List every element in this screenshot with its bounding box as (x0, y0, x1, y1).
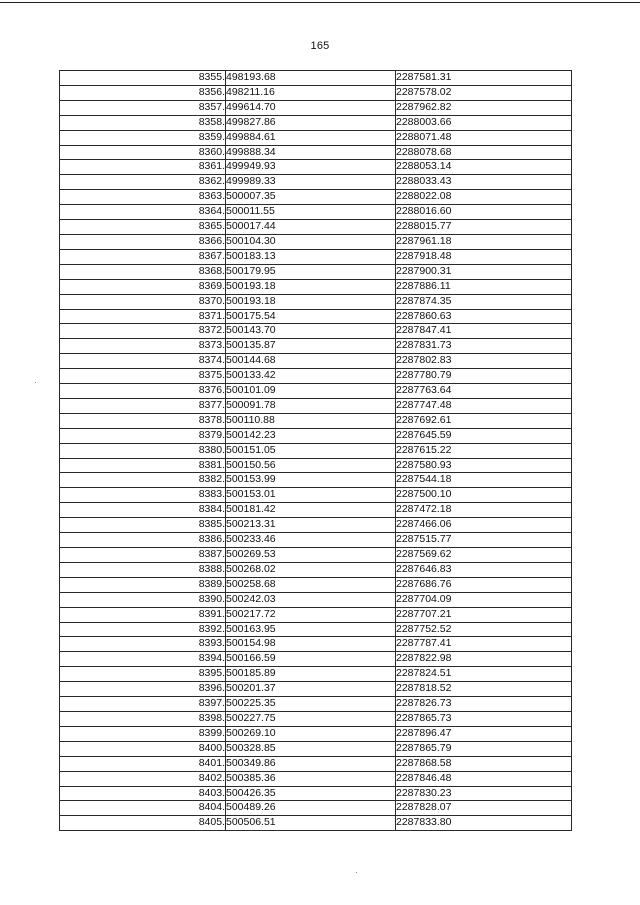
table-cell-y: 2287645.59 (396, 428, 572, 443)
table-cell-x: 499888.34 (226, 145, 396, 160)
table-cell-x: 500227.75 (226, 711, 396, 726)
table-cell-y: 2287686.76 (396, 577, 572, 592)
table-cell-point-number: 8378. (60, 413, 226, 428)
scan-speck (356, 872, 357, 873)
table-cell-x: 499989.33 (226, 175, 396, 190)
table-cell-x: 500213.31 (226, 518, 396, 533)
table-cell-y: 2288053.14 (396, 160, 572, 175)
table-cell-point-number: 8379. (60, 428, 226, 443)
table-cell-x: 498211.16 (226, 85, 396, 100)
top-border-line (0, 2, 640, 3)
scan-speck (35, 382, 36, 383)
table-cell-y: 2287578.02 (396, 85, 572, 100)
table-cell-point-number: 8402. (60, 771, 226, 786)
table-cell-point-number: 8403. (60, 786, 226, 801)
table-cell-x: 500151.05 (226, 443, 396, 458)
table-cell-x: 499614.70 (226, 100, 396, 115)
table-row (60, 205, 572, 220)
table-cell-x: 500349.86 (226, 756, 396, 771)
table-cell-y: 2287466.06 (396, 518, 572, 533)
table-cell-y: 2287865.73 (396, 711, 572, 726)
table-cell-y: 2287646.83 (396, 562, 572, 577)
table-row (60, 682, 572, 697)
table-row (60, 428, 572, 443)
table-cell-x: 500175.54 (226, 309, 396, 324)
table-cell-x: 500007.35 (226, 190, 396, 205)
table-cell-x: 500142.23 (226, 428, 396, 443)
table-cell-x: 500233.46 (226, 533, 396, 548)
table-cell-point-number: 8376. (60, 384, 226, 399)
table-cell-x: 500150.56 (226, 458, 396, 473)
table-cell-y: 2287900.31 (396, 264, 572, 279)
table-row (60, 175, 572, 190)
table-cell-x: 500181.42 (226, 503, 396, 518)
table-row (60, 130, 572, 145)
table-cell-y: 2287822.98 (396, 652, 572, 667)
table-cell-y: 2287868.58 (396, 756, 572, 771)
table-cell-x: 500385.36 (226, 771, 396, 786)
table-row (60, 637, 572, 652)
table-cell-y: 2288015.77 (396, 220, 572, 235)
table-row (60, 294, 572, 309)
table-cell-x: 500269.53 (226, 548, 396, 563)
table-row (60, 577, 572, 592)
table-cell-x: 500183.13 (226, 249, 396, 264)
table-cell-x: 500193.18 (226, 279, 396, 294)
table-cell-y: 2287707.21 (396, 607, 572, 622)
table-cell-point-number: 8400. (60, 741, 226, 756)
table-cell-point-number: 8355. (60, 71, 226, 86)
table-cell-point-number: 8384. (60, 503, 226, 518)
table-row (60, 622, 572, 637)
coordinates-table (59, 70, 572, 831)
table-cell-y: 2287581.31 (396, 71, 572, 86)
table-cell-point-number: 8366. (60, 234, 226, 249)
coordinates-table-body (60, 71, 572, 831)
table-cell-point-number: 8358. (60, 115, 226, 130)
table-cell-y: 2287865.79 (396, 741, 572, 756)
table-row (60, 756, 572, 771)
table-cell-point-number: 8377. (60, 398, 226, 413)
table-cell-point-number: 8388. (60, 562, 226, 577)
table-cell-point-number: 8401. (60, 756, 226, 771)
table-cell-x: 500011.55 (226, 205, 396, 220)
table-cell-y: 2288016.60 (396, 205, 572, 220)
table-cell-x: 500258.68 (226, 577, 396, 592)
table-row (60, 726, 572, 741)
table-cell-x: 500201.37 (226, 682, 396, 697)
table-cell-point-number: 8399. (60, 726, 226, 741)
table-cell-x: 500185.89 (226, 667, 396, 682)
table-cell-x: 500166.59 (226, 652, 396, 667)
table-row (60, 548, 572, 563)
page-number: 165 (310, 40, 330, 52)
table-cell-x: 500163.95 (226, 622, 396, 637)
table-cell-point-number: 8359. (60, 130, 226, 145)
table-cell-point-number: 8356. (60, 85, 226, 100)
table-cell-y: 2287580.93 (396, 458, 572, 473)
table-cell-x: 500135.87 (226, 339, 396, 354)
table-cell-y: 2288022.08 (396, 190, 572, 205)
table-cell-point-number: 8361. (60, 160, 226, 175)
table-cell-x: 499884.61 (226, 130, 396, 145)
table-cell-point-number: 8372. (60, 324, 226, 339)
table-row (60, 71, 572, 86)
table-cell-y: 2287780.79 (396, 369, 572, 384)
table-cell-point-number: 8393. (60, 637, 226, 652)
table-row (60, 711, 572, 726)
table-cell-y: 2287787.41 (396, 637, 572, 652)
table-cell-point-number: 8369. (60, 279, 226, 294)
table-cell-x: 500242.03 (226, 592, 396, 607)
table-cell-point-number: 8392. (60, 622, 226, 637)
table-row (60, 100, 572, 115)
table-row (60, 562, 572, 577)
table-cell-point-number: 8365. (60, 220, 226, 235)
table-cell-point-number: 8404. (60, 801, 226, 816)
table-row (60, 190, 572, 205)
table-cell-point-number: 8360. (60, 145, 226, 160)
table-row (60, 592, 572, 607)
table-row (60, 488, 572, 503)
table-cell-y: 2287961.18 (396, 234, 572, 249)
table-row (60, 443, 572, 458)
table-row (60, 458, 572, 473)
table-row (60, 786, 572, 801)
table-row (60, 249, 572, 264)
table-cell-y: 2287860.63 (396, 309, 572, 324)
table-cell-y: 2287692.61 (396, 413, 572, 428)
table-cell-x: 499949.93 (226, 160, 396, 175)
table-cell-y: 2287824.51 (396, 667, 572, 682)
table-row (60, 607, 572, 622)
table-cell-y: 2287704.09 (396, 592, 572, 607)
table-cell-point-number: 8383. (60, 488, 226, 503)
table-row (60, 324, 572, 339)
table-cell-x: 500217.72 (226, 607, 396, 622)
table-cell-y: 2287500.10 (396, 488, 572, 503)
table-cell-y: 2287830.23 (396, 786, 572, 801)
table-cell-x: 500153.01 (226, 488, 396, 503)
table-cell-x: 500489.26 (226, 801, 396, 816)
table-cell-y: 2288003.66 (396, 115, 572, 130)
table-cell-point-number: 8391. (60, 607, 226, 622)
table-cell-x: 500328.85 (226, 741, 396, 756)
table-cell-x: 500154.98 (226, 637, 396, 652)
table-cell-y: 2287831.73 (396, 339, 572, 354)
table-cell-y: 2287802.83 (396, 354, 572, 369)
table-cell-point-number: 8394. (60, 652, 226, 667)
table-cell-point-number: 8367. (60, 249, 226, 264)
table-cell-point-number: 8370. (60, 294, 226, 309)
table-cell-y: 2288071.48 (396, 130, 572, 145)
table-row (60, 234, 572, 249)
table-cell-x: 500225.35 (226, 697, 396, 712)
table-cell-y: 2287818.52 (396, 682, 572, 697)
table-cell-point-number: 8368. (60, 264, 226, 279)
table-cell-y: 2287886.11 (396, 279, 572, 294)
table-cell-y: 2287962.82 (396, 100, 572, 115)
table-row (60, 816, 572, 831)
table-cell-point-number: 8373. (60, 339, 226, 354)
table-cell-point-number: 8386. (60, 533, 226, 548)
table-row (60, 652, 572, 667)
table-row (60, 413, 572, 428)
table-cell-y: 2287747.48 (396, 398, 572, 413)
table-cell-point-number: 8371. (60, 309, 226, 324)
table-cell-y: 2287515.77 (396, 533, 572, 548)
table-cell-x: 500506.51 (226, 816, 396, 831)
table-cell-y: 2287826.73 (396, 697, 572, 712)
table-row (60, 741, 572, 756)
table-row (60, 518, 572, 533)
table-cell-x: 500143.70 (226, 324, 396, 339)
table-cell-point-number: 8357. (60, 100, 226, 115)
table-cell-x: 498193.68 (226, 71, 396, 86)
table-row (60, 384, 572, 399)
table-cell-point-number: 8397. (60, 697, 226, 712)
table-cell-x: 500144.68 (226, 354, 396, 369)
table-cell-x: 500133.42 (226, 369, 396, 384)
table-cell-y: 2287847.41 (396, 324, 572, 339)
table-cell-point-number: 8362. (60, 175, 226, 190)
table-row (60, 533, 572, 548)
table-cell-point-number: 8395. (60, 667, 226, 682)
table-row (60, 309, 572, 324)
table-cell-point-number: 8385. (60, 518, 226, 533)
table-cell-x: 499827.86 (226, 115, 396, 130)
table-row (60, 801, 572, 816)
table-row (60, 145, 572, 160)
table-cell-point-number: 8381. (60, 458, 226, 473)
table-cell-y: 2287615.22 (396, 443, 572, 458)
table-cell-point-number: 8364. (60, 205, 226, 220)
table-cell-x: 500091.78 (226, 398, 396, 413)
table-row (60, 339, 572, 354)
table-cell-y: 2287752.52 (396, 622, 572, 637)
table-cell-x: 500101.09 (226, 384, 396, 399)
table-cell-y: 2287544.18 (396, 473, 572, 488)
table-cell-point-number: 8382. (60, 473, 226, 488)
table-cell-y: 2287569.62 (396, 548, 572, 563)
table-cell-y: 2287846.48 (396, 771, 572, 786)
table-row (60, 279, 572, 294)
table-row (60, 771, 572, 786)
table-row (60, 220, 572, 235)
table-row (60, 667, 572, 682)
table-cell-y: 2288033.43 (396, 175, 572, 190)
table-cell-point-number: 8375. (60, 369, 226, 384)
table-cell-y: 2287918.48 (396, 249, 572, 264)
table-row (60, 473, 572, 488)
table-cell-point-number: 8390. (60, 592, 226, 607)
table-cell-point-number: 8374. (60, 354, 226, 369)
table-row (60, 697, 572, 712)
table-cell-x: 500193.18 (226, 294, 396, 309)
table-cell-x: 500110.88 (226, 413, 396, 428)
table-cell-y: 2287896.47 (396, 726, 572, 741)
table-cell-point-number: 8405. (60, 816, 226, 831)
table-row (60, 115, 572, 130)
table-cell-y: 2287874.35 (396, 294, 572, 309)
table-row (60, 398, 572, 413)
table-cell-point-number: 8389. (60, 577, 226, 592)
table-cell-y: 2287472.18 (396, 503, 572, 518)
table-cell-point-number: 8387. (60, 548, 226, 563)
table-row (60, 85, 572, 100)
table-cell-x: 500104.30 (226, 234, 396, 249)
table-cell-y: 2288078.68 (396, 145, 572, 160)
table-row (60, 264, 572, 279)
table-cell-y: 2287833.80 (396, 816, 572, 831)
table-cell-x: 500017.44 (226, 220, 396, 235)
table-cell-x: 500153.99 (226, 473, 396, 488)
table-cell-point-number: 8396. (60, 682, 226, 697)
table-row (60, 369, 572, 384)
table-row (60, 354, 572, 369)
table-cell-x: 500179.95 (226, 264, 396, 279)
table-cell-x: 500268.02 (226, 562, 396, 577)
table-cell-point-number: 8398. (60, 711, 226, 726)
table-row (60, 503, 572, 518)
table-cell-x: 500269.10 (226, 726, 396, 741)
table-cell-y: 2287828.07 (396, 801, 572, 816)
table-row (60, 160, 572, 175)
table-cell-point-number: 8363. (60, 190, 226, 205)
table-cell-y: 2287763.64 (396, 384, 572, 399)
table-cell-x: 500426.35 (226, 786, 396, 801)
table-cell-point-number: 8380. (60, 443, 226, 458)
